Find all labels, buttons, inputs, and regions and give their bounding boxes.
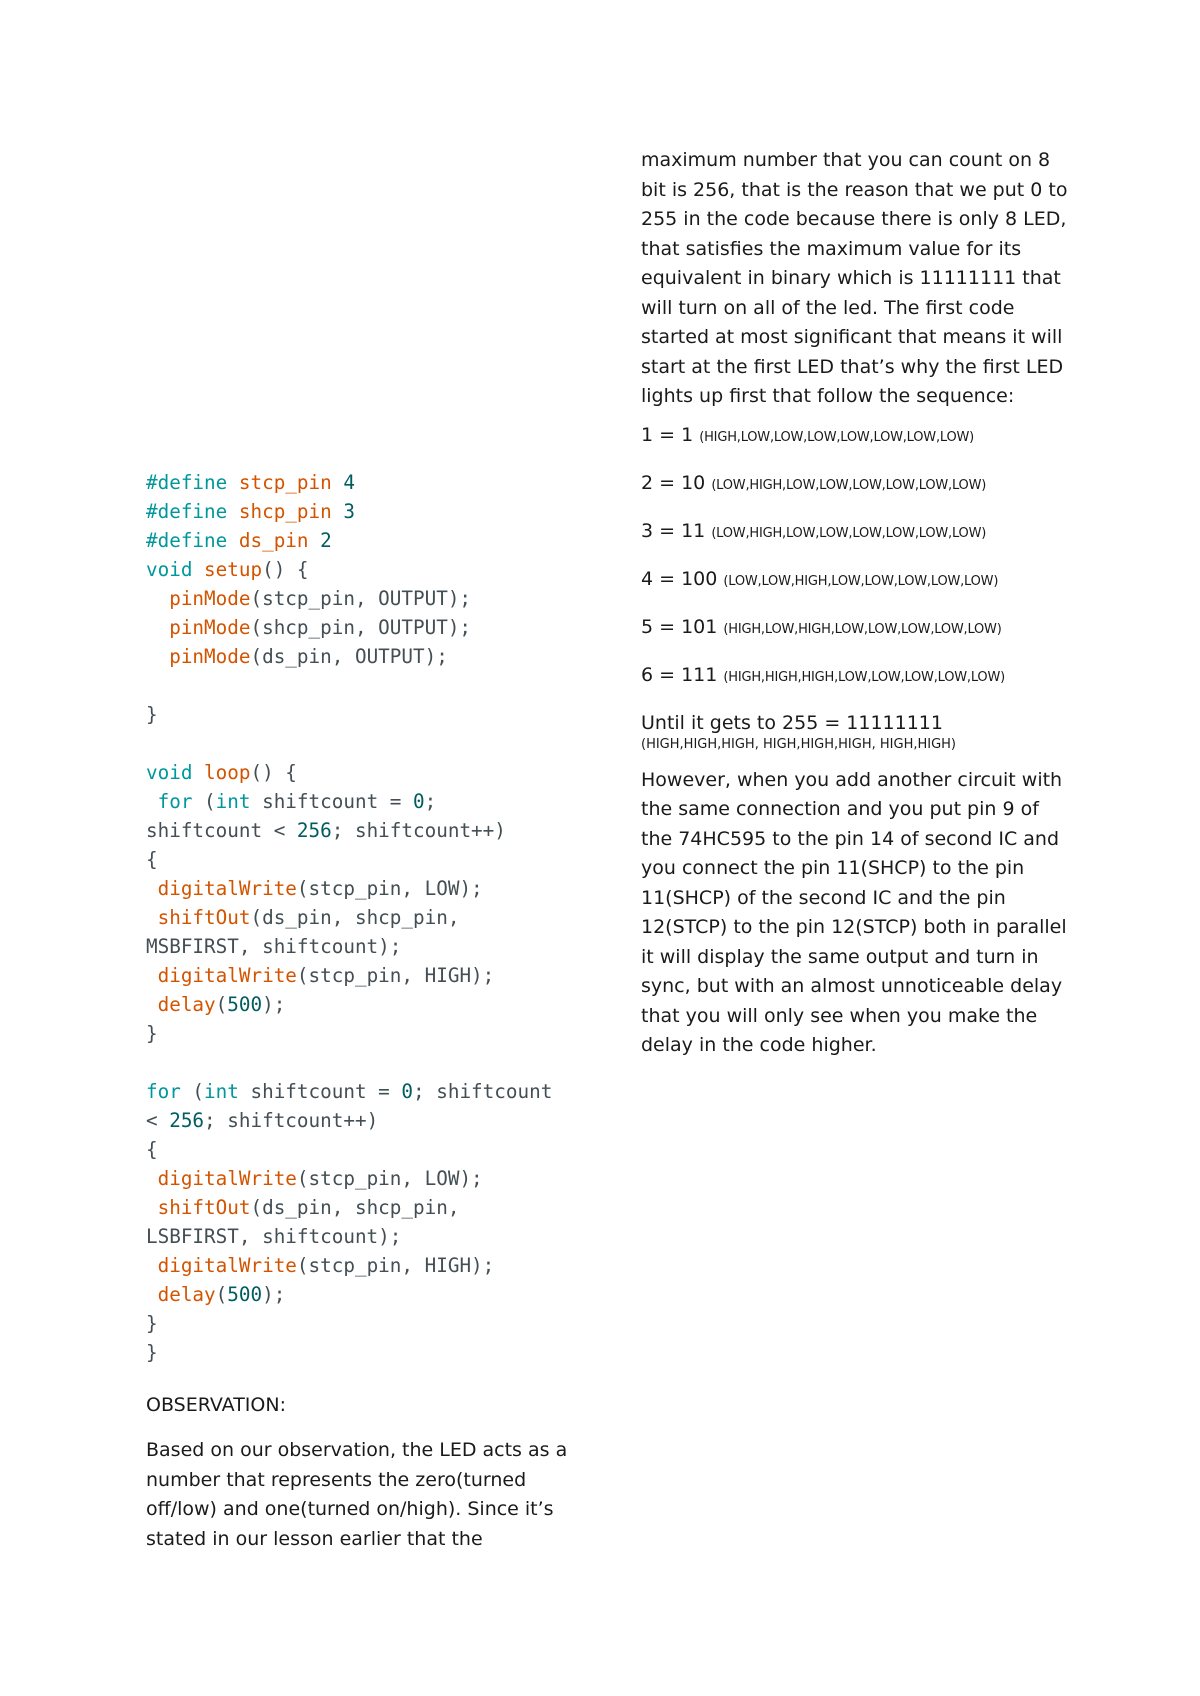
until-states: (HIGH,HIGH,HIGH, HIGH,HIGH,HIGH, HIGH,HIGH)	[641, 736, 957, 752]
code-line: }	[146, 1341, 158, 1364]
code-line: < 256; shiftcount++)	[146, 1109, 379, 1132]
code-line: shiftcount < 256; shiftcount++)	[146, 819, 506, 842]
code-line: digitalWrite(stcp_pin, LOW);	[157, 1167, 483, 1190]
until-line	[641, 710, 1071, 754]
code-line: }	[146, 703, 158, 726]
code-line: void loop() {	[146, 761, 297, 784]
code-line: MSBFIRST, shiftcount);	[146, 935, 402, 958]
code-line: digitalWrite(stcp_pin, HIGH);	[157, 1254, 495, 1277]
code-line: for (int shiftcount = 0;	[157, 790, 437, 813]
sequence-item: 2 = 10 (LOW,HIGH,LOW,LOW,LOW,LOW,LOW,LOW)	[641, 471, 987, 494]
sequence-item: 5 = 101 (HIGH,LOW,HIGH,LOW,LOW,LOW,LOW,LOW)	[641, 615, 1002, 638]
however-paragraph: However, when you add another circuit with the same connection and you put pin 9 of the 74HC595 to the pin 14 of second IC and you connect the pin 11(SHCP) to the pin 11(SHCP) of the second IC and the pin 12(STCP) to the pin 12(STCP) both in parallel it will display the same output and turn in sync, but with an almost unnoticeable delay that you will only see when you make the delay in the code higher.	[641, 768, 1067, 1056]
code-line: digitalWrite(stcp_pin, LOW);	[157, 877, 483, 900]
sequence-item: 1 = 1 (HIGH,LOW,LOW,LOW,LOW,LOW,LOW,LOW)	[641, 423, 975, 446]
code-line: {	[146, 1138, 158, 1161]
code-line: }	[146, 1312, 158, 1335]
intro-paragraph: maximum number that you can count on 8 bit is 256, that is the reason that we put 0 to 255 in the code because there is only 8 LED, that satisfies the maximum value for its equivalent in binary which is 11111111 that will turn on all of the led. The first code started at most significant that means it will start at the first LED that’s why the first LED lights up first that follow the sequence:	[641, 149, 1068, 407]
code-line: delay(500);	[157, 1283, 286, 1306]
sequence-list	[641, 422, 1071, 691]
code-line: delay(500);	[157, 993, 286, 1016]
code-line: LSBFIRST, shiftcount);	[146, 1225, 402, 1248]
code-line: pinMode(stcp_pin, OUTPUT);	[169, 587, 472, 610]
code-line: digitalWrite(stcp_pin, HIGH);	[157, 964, 495, 987]
code-line: shiftOut(ds_pin, shcp_pin,	[157, 1196, 460, 1219]
right-column	[641, 146, 1071, 1061]
code-line: for (int shiftcount = 0; shiftcount	[146, 1080, 553, 1103]
code-line: }	[146, 1022, 158, 1045]
define-line: #define shcp_pin 3	[146, 500, 355, 523]
code-line: pinMode(ds_pin, OUTPUT);	[169, 645, 448, 668]
sequence-item: 3 = 11 (LOW,HIGH,LOW,LOW,LOW,LOW,LOW,LOW)	[641, 519, 987, 542]
define-line: #define ds_pin 2	[146, 529, 332, 552]
code-line: {	[146, 848, 158, 871]
until-text: Until it gets to 255 = 11111111	[641, 711, 943, 734]
code-line: pinMode(shcp_pin, OUTPUT);	[169, 616, 472, 639]
observation-paragraph: Based on our observation, the LED acts as a number that represents the zero(turned off/low) and one(turned on/high). Since it’s stated in our lesson earlier that the	[146, 1439, 568, 1550]
code-block	[146, 468, 586, 1367]
code-line: void setup() {	[146, 558, 309, 581]
sequence-item: 6 = 111 (HIGH,HIGH,HIGH,LOW,LOW,LOW,LOW,LOW)	[641, 663, 1005, 686]
code-line: shiftOut(ds_pin, shcp_pin,	[157, 906, 460, 929]
define-line: #define stcp_pin 4	[146, 471, 355, 494]
sequence-item: 4 = 100 (LOW,LOW,HIGH,LOW,LOW,LOW,LOW,LOW)	[641, 567, 999, 590]
code-text	[146, 468, 586, 1367]
observation-heading: OBSERVATION:	[146, 1394, 286, 1416]
